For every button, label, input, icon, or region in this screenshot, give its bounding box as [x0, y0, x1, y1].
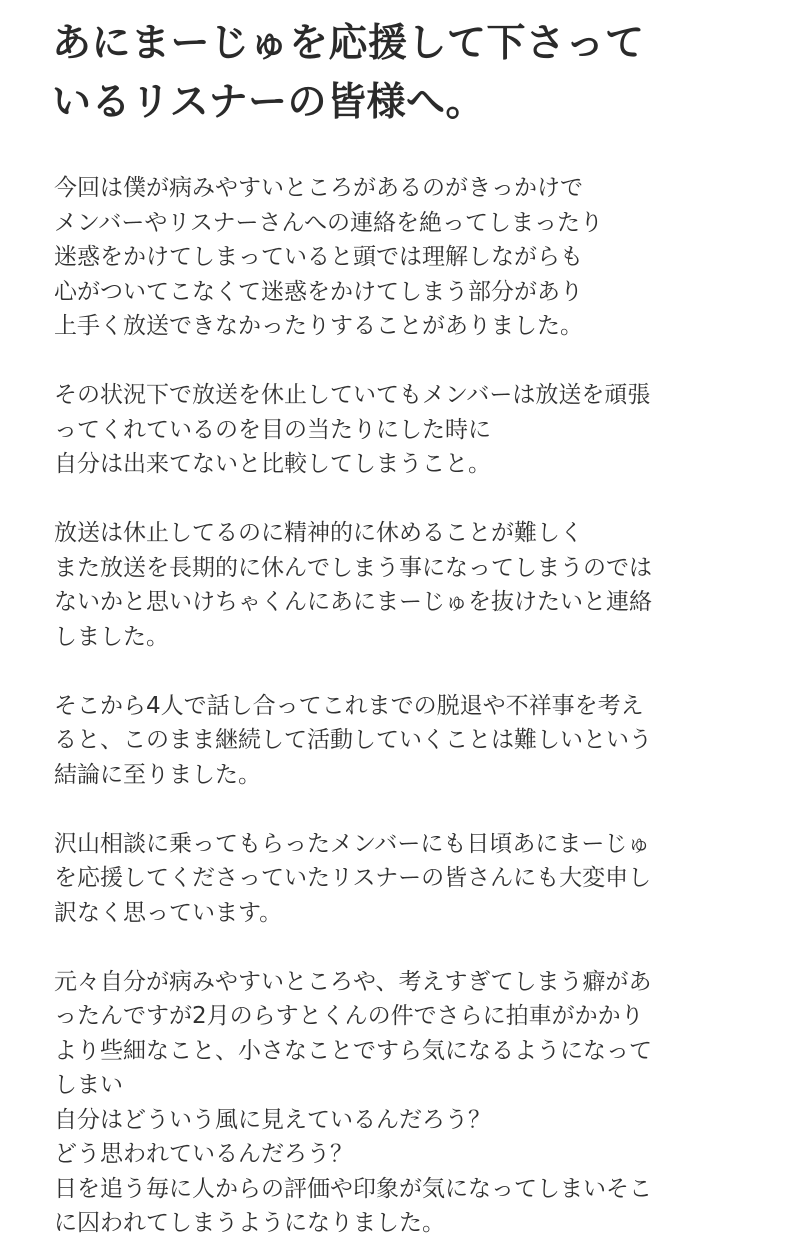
title-line: あにまーじゅを応援して下さって [52, 21, 645, 66]
text-line: 訳なく思っています。 [54, 899, 283, 926]
text-line: 沢山相談に乗ってもらったメンバーにも日頃あにまーじゅ [54, 830, 651, 857]
text-line: 結論に至りました。 [54, 761, 261, 788]
text-line: より些細なこと、小さなことですら気になるようになって [54, 1037, 652, 1064]
text-line: 自分はどういう風に見えているんだろう？ [54, 1106, 491, 1133]
text-line: 放送は休止してるのに精神的に休めることが難しく [54, 520, 583, 546]
text-line: 心がついてこなくて迷惑をかけてしまう部分があり [54, 278, 583, 305]
paragraph-6 [54, 965, 778, 1241]
text-line: メンバーやリスナーさんへの連絡を絶ってしまったり [54, 209, 604, 236]
text-line: に囚われてしまうようになりました。 [54, 1210, 445, 1236]
text-line: しました。 [54, 623, 169, 650]
paragraph-5 [54, 827, 778, 931]
paragraph-4 [54, 689, 778, 793]
text-line: 今回は僕が病みやすいところがあるのがきっかけで [54, 175, 583, 201]
text-line: ないかと思いけちゃくんにあにまーじゅを抜けたいと連絡 [54, 589, 652, 615]
text-line: 迷惑をかけてしまっていると頭では理解しながらも [54, 244, 583, 270]
title-line: いるリスナーの皆様へ。 [52, 80, 485, 125]
text-line: 自分は出来てないと比較してしまうこと。 [54, 451, 491, 477]
page-title [52, 14, 772, 132]
text-line: ると、このまま継続して活動していくことは難しいという [54, 727, 652, 753]
text-line: 上手く放送できなかったりすることがありました。 [54, 313, 583, 339]
paragraph-2 [54, 378, 778, 482]
document-body [54, 171, 778, 1241]
text-line: その状況下で放送を休止していてもメンバーは放送を頑張 [54, 382, 651, 408]
text-line: そこから4人で話し合ってこれまでの脱退や不祥事を考え [54, 692, 644, 719]
text-line: 元々自分が病みやすいところや、考えすぎてしまう癖があ [54, 968, 652, 995]
paragraph-1 [54, 171, 778, 344]
paragraph-3 [54, 516, 778, 654]
text-line: どう思われているんだろう？ [54, 1141, 353, 1167]
text-line: 日を追う毎に人からの評価や印象が気になってしまいそこ [54, 1175, 652, 1202]
text-line: また放送を長期的に休んでしまう事になってしまうのでは [54, 554, 652, 581]
text-line: ったんですが2月のらすとくんの件でさらに拍車がかかり [54, 1003, 644, 1029]
text-line: しまい [54, 1072, 123, 1098]
text-line: ってくれているのを目の当たりにした時に [54, 416, 491, 443]
text-line: を応援してくださっていたリスナーの皆さんにも大変申し [54, 865, 652, 891]
